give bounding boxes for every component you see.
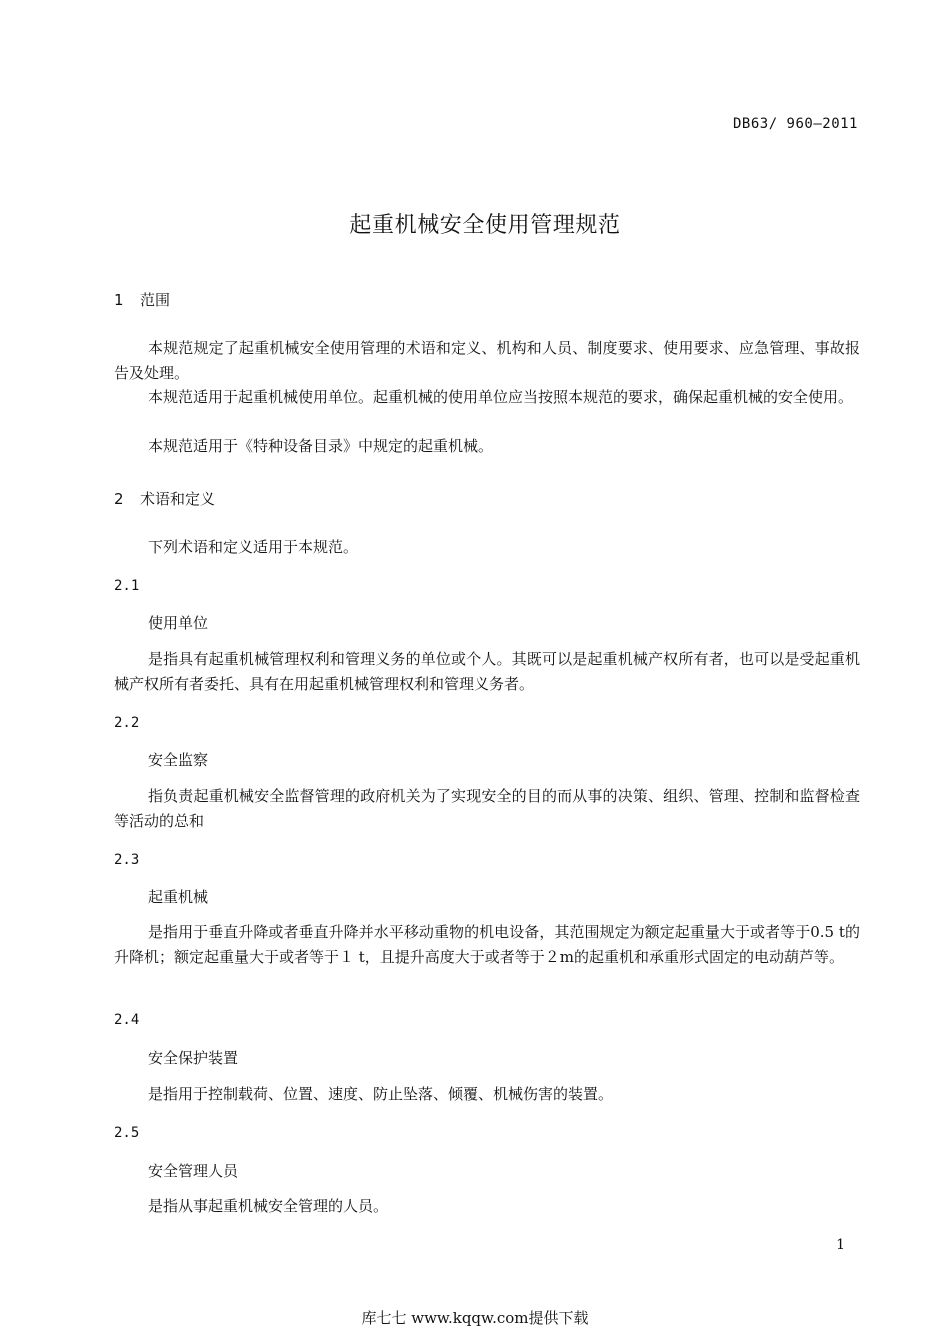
term-name: 安全监察	[148, 751, 209, 769]
footer-watermark: 库七七 www.kqqw.com提供下载	[361, 1309, 589, 1327]
section-heading	[114, 289, 170, 310]
paragraph: 本规范适用于起重机械使用单位。起重机械的使用单位应当按照本规范的要求，确保起重机械的安全使用。	[148, 388, 854, 406]
clause-number: 2.2	[114, 715, 140, 731]
term-definition: 是指用于垂直升降或者垂直升降并水平移动重物的机电设备，其范围规定为额定起重量大于或者等于0.5 t的升降机；额定起重量大于或者等于１ t，且提升高度大于或者等于２m的起重机和承重形式固定的电动葫芦等。	[114, 923, 860, 966]
section-title: 范围	[140, 291, 171, 309]
section-title: 术语和定义	[140, 490, 216, 508]
clause-number: 2.1	[114, 578, 140, 594]
term-name: 安全保护装置	[148, 1049, 239, 1067]
paragraph: 本规范适用于《特种设备目录》中规定的起重机械。	[148, 437, 494, 455]
term-name: 起重机械	[148, 888, 209, 906]
paragraph: 下列术语和定义适用于本规范。	[148, 538, 359, 556]
term-definition: 是指从事起重机械安全管理的人员。	[148, 1197, 389, 1215]
page-number: 1	[836, 1237, 845, 1253]
section-number: 2	[114, 490, 124, 508]
section-number: 1	[114, 291, 124, 309]
clause-number: 2.4	[114, 1012, 140, 1028]
section-heading	[114, 488, 215, 509]
term-name: 使用单位	[148, 614, 209, 632]
document-title: 起重机械安全使用管理规范	[349, 213, 621, 238]
clause-number: 2.5	[114, 1125, 140, 1141]
term-definition: 是指具有起重机械管理权利和管理义务的单位或个人。其既可以是起重机械产权所有者，也可以是受起重机械产权所有者委托、具有在用起重机械管理权利和管理义务者。	[114, 650, 860, 693]
term-name: 安全管理人员	[148, 1162, 239, 1180]
paragraph: 本规范规定了起重机械安全使用管理的术语和定义、机构和人员、制度要求、使用要求、应急管理、事故报告及处理。	[114, 339, 860, 382]
document-number: DB63/ 960—2011	[732, 116, 858, 132]
clause-number: 2.3	[114, 852, 140, 868]
term-definition: 指负责起重机械安全监督管理的政府机关为了实现安全的目的而从事的决策、组织、管理、控制和监督检查等活动的总和	[114, 787, 860, 830]
term-definition: 是指用于控制载荷、位置、速度、防止坠落、倾覆、机械伤害的装置。	[148, 1085, 614, 1103]
